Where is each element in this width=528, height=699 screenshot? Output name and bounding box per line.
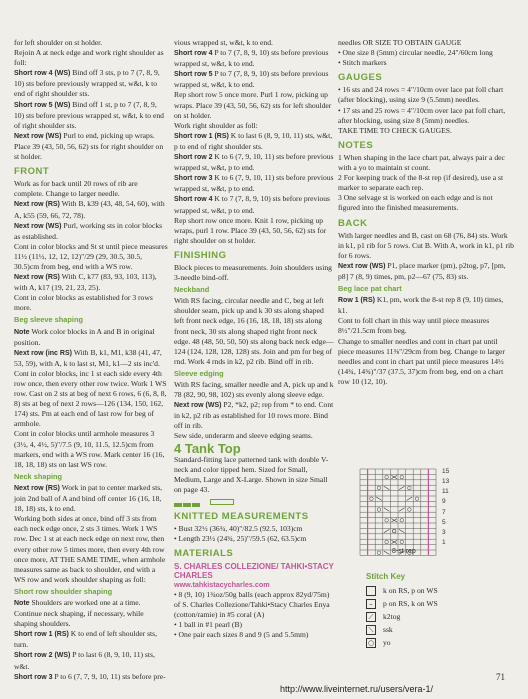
paragraph: Next row (WS) Purl to end, picking up wraps. Place 39 (43, 50, 56, 62) sts for right shoulder on st holder. (14, 130, 164, 162)
footer-url[interactable]: http://www.liveinternet.ru/users/vera-1/ (280, 684, 434, 694)
section-heading: GAUGES (338, 72, 383, 84)
paragraph: Rep short row once more. Knit 1 row, picking up wraps, purl 1 row. Place 39 (43, 50, 56, 62) sts for right shoulder on st holder. (174, 215, 327, 245)
stitch-key-item (366, 610, 514, 623)
paragraph: • Stitch markers (338, 58, 387, 68)
section-heading: BACK (338, 217, 368, 229)
subsection-heading: Sleeve edging (174, 368, 224, 378)
chart-row-number: 13 (442, 477, 450, 485)
yo-symbol (392, 529, 396, 533)
subsection-heading: Beg sleeve shaping (14, 315, 84, 325)
paragraph: Short row 4 (WS) Bind off 3 sts, p to 7 (7, 8, 9, 10) sts before previously wrapped st, w&t, k to end of right shoulder sts. (14, 68, 160, 99)
row-label: Short row 5 (WS) (14, 101, 71, 109)
decrease-symbol (384, 508, 390, 511)
yo-symbol (385, 540, 389, 544)
stitch-symbol-icon: – (366, 599, 376, 609)
paragraph: Rejoin A at neck edge and work right shoulder as foll: (14, 48, 164, 68)
stitch-symbol-icon: ⟋ (366, 612, 376, 622)
paragraph: Work right shoulder as foll: (174, 120, 258, 130)
yo-symbol (370, 497, 374, 501)
decrease-symbol (384, 529, 390, 532)
paragraph: Short row 1 (RS) K to end of left shoulder sts, turn. (14, 629, 158, 650)
paragraph: 2 For keeping track of the 8-st rep (if desired), use a st marker to separate each rep. (338, 173, 504, 193)
lace-chart (352, 465, 452, 560)
decrease-symbol (376, 497, 382, 500)
chart-row-number: 3 (442, 529, 446, 537)
stitch-key (366, 572, 514, 649)
yo-symbol (400, 475, 404, 479)
materials-list (174, 590, 334, 640)
paragraph: • 16 sts and 24 rows = 4"/10cm over lace pat foll chart (after blocking), using size 9 (5.5mm) needles. (338, 85, 504, 105)
paragraph: Cont to foll chart in this way until piece measures 8½"/21.5cm from beg. (338, 316, 490, 336)
row-label: Short row 1 (RS) (14, 631, 69, 639)
paragraph: Working both sides at once, bind off 3 sts from each neck edge once, 2 sts 3 times. Work 1 WS row. Dec 1 st at each neck edge on next row, then every other row 5 times more, then every 4th row once more, AT THE SAME TIME, when armhole measures same as back to shoulder, end with a WS row and work shoulder shaping as foll: (14, 514, 166, 584)
row-label: Next row (RS) (14, 274, 60, 282)
paragraph: Cont in color blocks, inc 1 st each side every 4th row once, then every other row twice. Work 1 WS row. Cast on 2 sts at beg of next 6 rows, 6 (6, 8, 8, 8) sts at beg of next 2 rows—126 (134, 150, 162, 174) sts. Pm at each end of last row for beg of armhole. (14, 368, 167, 429)
paragraph: Short row 2 (WS) P to last 6 (8, 9, 10, 11) sts, w&t. (14, 650, 155, 671)
paragraph: Note Work color blocks in A and B in original position. (14, 326, 155, 347)
stitch-key-item (366, 597, 514, 610)
paragraph: Note Shoulders are worked one at a time. Continue neck shaping, if necessary, while shaping shoulders. (14, 597, 144, 629)
paragraph: Next row (RS) With C, k77 (83, 93, 103, 113), with A, k17 (19, 21, 23, 25). (14, 272, 157, 293)
chart-row-number: 1 (442, 539, 446, 547)
yo-symbol (408, 508, 412, 512)
subsection-heading: Neck shaping (14, 471, 63, 481)
paragraph: Short row 3 P to 6 (7, 7, 9, 10, 11) sts before pre- (14, 671, 166, 681)
paragraph: • Bust 32½ (36¾, 40)"/82.5 (92.5, 103)cm (174, 524, 303, 534)
tank-top-heading: 4 Tank Top (174, 440, 241, 456)
paragraph: With RS facing, circular needle and C, beg at left shoulder seam, pick up and k 30 sts along shaped left front neck edge, 16 (16, 18, 18, 18) sts along front neck, 30 sts along shaped right front neck edge. 48 (48, 50, 50, 50) sts along back neck edge—124 (124, 128, 128, 128) sts. Join and pm for beg of rnd. Work 4 rnds in k2, p2 rib. Bind off in rib. (174, 296, 334, 366)
paragraph: Next row (inc RS) With B, k1, M1, k38 (41, 47, 53, 59), with A, k to last st, M1, k1—2 sts inc'd. (14, 347, 162, 368)
stitch-key-label: yo (383, 638, 391, 647)
chart-row-number: 7 (442, 508, 446, 516)
stitch-key-item (366, 636, 514, 649)
paragraph: 3 One selvage st is worked on each edge and is not figured into the finished measurements. (338, 193, 493, 213)
row-label: Short row 4 (WS) (14, 70, 71, 78)
page-number: 71 (496, 672, 505, 682)
row-label: Short row 2 (WS) (14, 652, 71, 660)
stitch-symbol-icon: ○ (367, 638, 375, 647)
paragraph: • 8 (9, 10) 1¾oz/50g balls (each approx 82yd/75m) of S. Charles Collezione/Tahki•Stacy Charles Enya (cotton/ramie) in #5 coral (A) (174, 589, 330, 619)
section-heading: NOTES (338, 139, 374, 151)
measurements-section (174, 512, 334, 559)
brand-url[interactable]: www.tahkistacycharles.com (174, 579, 270, 589)
paragraph: 1 When shaping in the lace chart pat, always pair a dec with a yo to maintain st count. (338, 152, 505, 173)
column-middle (174, 38, 334, 640)
yo-symbol (400, 540, 404, 544)
stitch-key-label: ssk (383, 625, 393, 634)
row-label: Short row 3 (14, 673, 53, 681)
row-label: Row 1 (RS) (338, 297, 375, 305)
decrease-symbol (384, 551, 390, 554)
row-label: Short row 5 (174, 71, 213, 79)
paragraph: Block pieces to measurements. Join shoulders using 3-needle bind-off. (174, 262, 332, 283)
brand-name: S. CHARLES COLLEZIONE/ TAHKI•STACY CHARLES (174, 561, 334, 580)
rep-label: 8-st rep (392, 548, 416, 555)
row-label: Next row (RS) (14, 484, 60, 492)
paragraph: With larger needles and B, cast on 68 (76, 84) sts. Work in k1, p1 rib for 5 rows. Cut B. With A, work in k1, p1 rib for 6 rows. (338, 230, 514, 260)
chart-row-number: 15 (442, 467, 450, 475)
paragraph: vious wrapped st, w&t, k to end. (174, 38, 273, 47)
paragraph: With RS facing, smaller needle and A, pick up and k 78 (82, 90, 98, 102) sts evenly along sleeve edge. (174, 380, 334, 400)
paragraph: Next row (WS) P1, place marker (pm), p2tog, p7, [pm, p8] 7 (8, 9) times, pm, p2—67 (75, 83) sts. (338, 260, 506, 281)
paragraph: Next row (RS) With B, k39 (43, 48, 54, 60), with A, k55 (59, 66, 72, 78). (14, 199, 165, 220)
paragraph: Next row (RS) Work in pat to center marked sts, join 2nd ball of A and bind off center 16 (16, 18, 18, 18) sts, k to end. (14, 482, 163, 514)
yo-symbol (408, 486, 412, 490)
paragraph: Short row 5 P to 7 (7, 8, 9, 10) sts before previous wrapped st, w&t, k to end. (174, 69, 329, 90)
paragraph: Row 1 (RS) K1, pm, work the 8-st rep 8 (9, 10) times, k1. (338, 295, 504, 316)
stitch-key-title: Stitch Key (366, 572, 406, 581)
yo-symbol (377, 551, 381, 555)
paragraph: • One pair each sizes 8 and 9 (5 and 5.5mm) (174, 629, 309, 639)
paragraph: Cont in color blocks and St st until piece measures 11½ (11½, 12, 12, 12)"/29 (29, 30.5, 30.5, 30.5)cm from beg, end with a WS row. (14, 241, 168, 271)
row-label: Next row (WS) (14, 222, 62, 230)
paragraph: • Length 23½ (24¾, 25)"/59.5 (62, 63.5)cm (174, 534, 307, 544)
decrease-symbol (384, 486, 390, 489)
row-label: Short row 4 (174, 50, 213, 58)
yo-symbol (377, 508, 381, 512)
chart-row-number: 11 (442, 488, 449, 496)
subsection-heading: Short row shoulder shaping (14, 586, 113, 596)
section-heading: FRONT (14, 166, 50, 178)
paragraph: Cont in color blocks until armhole measures 3 (3½, 4, 4½, 5)"/7.5 (9, 10, 11.5, 12.5)cm from markers, end with a WS row. Mark center 16 (16, 18, 18, 18) sts on last WS row. (14, 429, 165, 469)
paragraph: Short row 2 K to 6 (7, 9, 10, 11) sts before previous wrapped st, w&t, p to end. (174, 152, 334, 173)
decrease-symbol (399, 529, 405, 532)
decrease-symbol (407, 497, 413, 500)
subsection-heading: Beg lace pat chart (338, 284, 402, 294)
decrease-symbol (399, 486, 405, 489)
row-label: Note (14, 599, 30, 607)
paragraph: Sew side, underarm and sleeve edging seams. (174, 431, 313, 441)
column-left (14, 38, 168, 683)
paragraph: • 17 sts and 25 rows = 4"/10cm over lace pat foll chart, after blocking, using size 8 (5mm) needles. (338, 105, 506, 125)
row-label: Short row 4 (174, 196, 213, 204)
stitch-key-label: k2tog (383, 612, 401, 621)
paragraph: • One size 8 (5mm) circular needle, 24"/60cm long (338, 48, 493, 58)
row-label: Next row (WS) (338, 262, 386, 270)
yo-symbol (385, 519, 389, 523)
paragraph: Cont in color blocks as established for 3 rows more. (14, 293, 153, 313)
yo-symbol (415, 497, 419, 501)
stitch-key-item (366, 584, 514, 597)
skill-level-bar (174, 497, 334, 507)
yo-symbol (385, 475, 389, 479)
row-label: Next row (WS) (174, 402, 222, 410)
paragraph: Next row (WS) P2, *k2, p2; rep from * to end. Cont in k2, p2 rib as established for 10 rows more. Bind off in rib. (174, 400, 334, 431)
paragraph: Short row 4 K to 7 (7, 8, 9, 10) sts before previous wrapped st, w&t, p to end. (174, 194, 330, 215)
paragraph: Short row 1 (RS) K to last 6 (8, 9, 10, 11) sts, w&t, p to end of right shoulder sts. (174, 130, 333, 151)
stitch-symbol-icon (366, 586, 376, 596)
paragraph: Short row 5 (WS) Bind off 1 st, p to 7 (7, 8, 9, 10) sts before previous wrapped st, w&t, k to end of right shoulder sts. (14, 99, 164, 130)
stitch-key-item (366, 623, 514, 636)
subsection-heading: Neckband (174, 285, 210, 295)
paragraph: Short row 4 P to 7 (7, 8, 9, 10) sts before previous wrapped st, w&t, k to end. (174, 48, 329, 69)
chart-row-number: 9 (442, 498, 446, 506)
paragraph: Rep short row 5 once more. Purl 1 row, picking up wraps. Place 39 (43, 50, 56, 62) sts for left shoulder on st holder. (174, 90, 332, 120)
finishing-section (174, 38, 334, 442)
paragraph: • 1 ball in #1 pearl (B) (174, 619, 243, 629)
paragraph: needles OR SIZE TO OBTAIN GAUGE (338, 38, 462, 47)
row-label: Short row 1 (RS) (174, 132, 229, 140)
section-heading: KNITTED MEASUREMENTS (174, 511, 309, 523)
decrease-symbol (399, 508, 405, 511)
yo-symbol (400, 519, 404, 523)
tank-description: Standard-fitting lace patterned tank with double V-neck and color tipped hem. Sized for Small, Medium, Large and X-Large. Shown in size Small on page 43. (174, 454, 329, 494)
row-label: Note (14, 328, 30, 336)
row-label: Short row 3 (174, 175, 213, 183)
row-label: Next row (inc RS) (14, 349, 72, 357)
row-label: Next row (WS) (14, 132, 62, 140)
row-label: Next row (RS) (14, 201, 60, 209)
section-heading: MATERIALS (174, 548, 234, 560)
chart-row-number: 5 (442, 518, 446, 526)
stitch-key-label: k on RS, p on WS (383, 586, 438, 595)
stitch-key-label: p on RS, k on WS (383, 599, 438, 608)
yo-symbol (377, 486, 381, 490)
paragraph: Short row 3 K to 6 (7, 9, 10, 11) sts before previous wrapped st, w&t, p to end. (174, 173, 334, 194)
stitch-symbol-icon: ⟍ (366, 625, 376, 635)
row-label: Short row 2 (174, 154, 213, 162)
paragraph: Work as for back until 20 rows of rib are complete. Change to larger needle. (14, 179, 138, 199)
paragraph: Next row (WS) Purl, working sts in color blocks as established. (14, 220, 163, 241)
section-heading: FINISHING (174, 249, 227, 261)
paragraph: Change to smaller needles and cont in chart pat until piece measures 11⅜"/29cm from beg. Change to larger needles and cont in chart pat until piece measures 14½ (14¾, 14¾)"/37 (37.5, 37)cm from beg, end on a chart row 10 (12, 10). (338, 336, 505, 386)
column-right (338, 38, 514, 387)
paragraph: for left shoulder on st holder. (14, 38, 103, 47)
paragraph: TAKE TIME TO CHECK GAUGES. (338, 125, 452, 135)
